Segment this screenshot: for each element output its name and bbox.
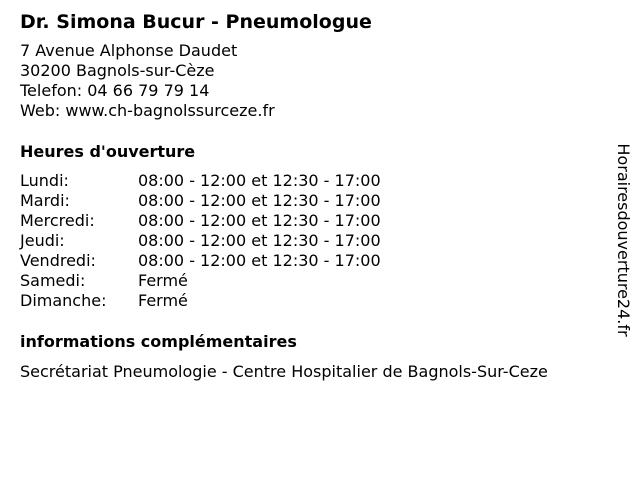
hours-time: 08:00 - 12:00 et 12:30 - 17:00 — [138, 251, 381, 270]
hours-row-monday — [20, 171, 605, 191]
additional-info-heading: informations complémentaires — [20, 332, 297, 351]
hours-time: Fermé — [138, 291, 188, 310]
hours-time: 08:00 - 12:00 et 12:30 - 17:00 — [138, 191, 381, 210]
hours-time: 08:00 - 12:00 et 12:30 - 17:00 — [138, 231, 381, 250]
hours-day: Jeudi: — [20, 231, 65, 250]
hours-row-sunday — [20, 291, 605, 311]
opening-hours-list — [20, 171, 605, 311]
hours-time: 08:00 - 12:00 et 12:30 - 17:00 — [138, 211, 381, 230]
hours-row-tuesday — [20, 191, 605, 211]
hours-day: Dimanche: — [20, 291, 107, 310]
hours-row-thursday — [20, 231, 605, 251]
hours-day: Vendredi: — [20, 251, 96, 270]
hours-time: 08:00 - 12:00 et 12:30 - 17:00 — [138, 171, 381, 190]
phone-number: Telefon: 04 66 79 79 14 — [20, 81, 210, 100]
hours-row-saturday — [20, 271, 605, 291]
hours-time: Fermé — [138, 271, 188, 290]
hours-row-wednesday — [20, 211, 605, 231]
address-block — [20, 41, 605, 121]
hours-day: Mercredi: — [20, 211, 95, 230]
additional-info-text: Secrétariat Pneumologie - Centre Hospitalier de Bagnols-Sur-Ceze — [20, 362, 548, 381]
business-card — [20, 10, 605, 382]
hours-row-friday — [20, 251, 605, 271]
source-watermark: Horairesdouverture24.fr — [614, 143, 633, 337]
website: Web: www.ch-bagnolssurceze.fr — [20, 101, 275, 120]
city-postal: 30200 Bagnols-sur-Cèze — [20, 61, 215, 80]
street-address: 7 Avenue Alphonse Daudet — [20, 41, 238, 60]
hours-day: Mardi: — [20, 191, 70, 210]
opening-hours-heading: Heures d'ouverture — [20, 142, 196, 161]
page-title: Dr. Simona Bucur - Pneumologue — [20, 11, 372, 33]
hours-day: Lundi: — [20, 171, 69, 190]
hours-day: Samedi: — [20, 271, 86, 290]
